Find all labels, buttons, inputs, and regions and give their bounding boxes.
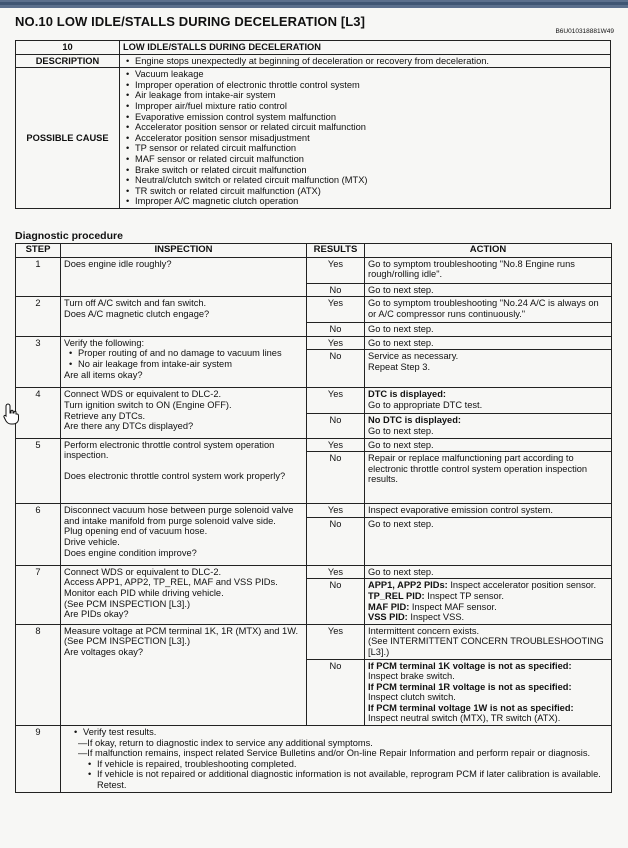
- inspection-line: (See PCM INSPECTION [L3].): [64, 636, 191, 647]
- final-step-bullet: • If vehicle is not repaired or additional diagnostic information is not available, reprogram PCM if later calibration is available. Retest.: [97, 769, 608, 790]
- inspection-line: Drive vehicle.: [64, 536, 120, 547]
- result-yes: Yes: [307, 565, 365, 579]
- inspection-cell: [61, 438, 307, 504]
- inspection-cell: [61, 565, 307, 624]
- inspection-line: Perform electronic throttle control system operation inspection.: [64, 439, 275, 461]
- step-number: 4: [16, 388, 61, 438]
- result-no: No: [307, 414, 365, 438]
- action-cell: Go to next step.: [365, 517, 612, 565]
- final-step-bullet: • If vehicle is repaired, troubleshooting completed.: [97, 759, 608, 770]
- action-line: Service as necessary.: [368, 351, 459, 362]
- top-banner: [0, 0, 628, 8]
- column-header: INSPECTION: [61, 244, 307, 258]
- action-line: Inspect neutral switch (MTX), TR switch (ATX).: [368, 713, 561, 724]
- final-step-cell: [61, 726, 612, 793]
- action-line: Go to next step.: [368, 425, 434, 436]
- action-cell: Repair or replace malfunctioning part according to electronic throttle control system operation inspection results.: [365, 452, 612, 504]
- pid-action: Inspect MAF sensor.: [409, 601, 497, 612]
- description-label: DESCRIPTION: [16, 54, 120, 68]
- inspection-line: Does engine condition improve?: [64, 547, 197, 558]
- inspection-cell: [61, 624, 307, 725]
- result-no: No: [307, 517, 365, 565]
- result-no: No: [307, 452, 365, 504]
- cause-item: • TR switch or related circuit malfunction (ATX): [135, 186, 607, 197]
- action-cell: Go to next step.: [365, 336, 612, 350]
- result-yes: Yes: [307, 438, 365, 452]
- action-cell: Go to next step.: [365, 283, 612, 297]
- description-cell: [120, 54, 611, 68]
- symptom-number: 10: [16, 41, 120, 55]
- action-cell: Go to symptom troubleshooting "No.24 A/C is always on or A/C compressor runs continuously.": [365, 297, 612, 323]
- cause-item: • MAF sensor or related circuit malfunction: [135, 154, 607, 165]
- result-no: No: [307, 659, 365, 726]
- inspection-cell: Does engine idle roughly?: [61, 257, 307, 297]
- pid-action: Inspect VSS.: [407, 612, 465, 623]
- cause-item: • TP sensor or related circuit malfunction: [135, 143, 607, 154]
- result-no: No: [307, 323, 365, 337]
- pid-label: VSS PID:: [368, 612, 408, 623]
- result-yes: Yes: [307, 624, 365, 659]
- cause-item: • Brake switch or related circuit malfunction: [135, 165, 607, 176]
- step-number: 3: [16, 336, 61, 388]
- action-cell: Inspect evaporative emission control system.: [365, 504, 612, 518]
- action-line: Go to appropriate DTC test.: [368, 399, 483, 410]
- pid-label: TP_REL PID:: [368, 590, 425, 601]
- result-yes: Yes: [307, 336, 365, 350]
- table-row: [16, 726, 612, 793]
- action-condition: If PCM terminal voltage 1W is not as specified:: [368, 702, 574, 713]
- cause-item: • Improper air/fuel mixture ratio control: [135, 101, 607, 112]
- table-row: [16, 257, 612, 283]
- inspection-line: Turn off A/C switch and fan switch.: [64, 298, 207, 309]
- inspection-line: Are voltages okay?: [64, 646, 144, 657]
- final-step-line: —If malfunction remains, inspect related Service Bulletins and/or On-line Repair Information and perform repair or diagnosis.: [78, 748, 591, 759]
- table-row: [16, 297, 612, 323]
- inspection-line: Access APP1, APP2, TP_REL, MAF and VSS PIDs.: [64, 577, 278, 588]
- inspection-line: Retrieve any DTCs.: [64, 410, 146, 421]
- symptom-heading: LOW IDLE/STALLS DURING DECELERATION: [120, 41, 611, 55]
- pid-label: APP1, APP2 PIDs:: [368, 580, 448, 591]
- final-step-bullet: • Verify test results.: [83, 727, 608, 738]
- action-cell: Go to symptom troubleshooting "No.8 Engine runs rough/rolling idle".: [365, 257, 612, 283]
- action-cell: [365, 414, 612, 438]
- inspection-line: Connect WDS or equivalent to DLC-2.: [64, 566, 222, 577]
- page-title: NO.10 LOW IDLE/STALLS DURING DECELERATION [L3]: [15, 14, 366, 29]
- cause-item: • Vacuum leakage: [135, 69, 607, 80]
- action-line: Intermittent concern exists.: [368, 625, 480, 636]
- inspection-bullet: • Proper routing of and no damage to vacuum lines: [78, 348, 303, 359]
- pid-action: Inspect accelerator position sensor.: [447, 580, 597, 591]
- inspection-line: (See PCM INSPECTION [L3].): [64, 598, 191, 609]
- cause-item: • Neutral/clutch switch or related circuit malfunction (MTX): [135, 175, 607, 186]
- action-cell: [365, 579, 612, 624]
- inspection-line: Connect WDS or equivalent to DLC-2.: [64, 389, 222, 400]
- result-no: No: [307, 350, 365, 388]
- inspection-line: Are all items okay?: [64, 369, 143, 380]
- step-number: 1: [16, 257, 61, 297]
- column-header: RESULTS: [307, 244, 365, 258]
- document-id: B6U010318881W49: [555, 28, 614, 35]
- column-header: STEP: [16, 244, 61, 258]
- inspection-line: Are PIDs okay?: [64, 609, 129, 620]
- pid-action: Inspect TP sensor.: [424, 590, 504, 601]
- diagnostic-procedure-table: [15, 243, 612, 793]
- cause-item: • Improper operation of electronic throttle control system: [135, 80, 607, 91]
- step-number: 9: [16, 726, 61, 793]
- table-row: [16, 388, 612, 414]
- cause-item: • Evaporative emission control system malfunction: [135, 112, 607, 123]
- inspection-bullet: • No air leakage from intake-air system: [78, 359, 303, 370]
- section-title: Diagnostic procedure: [15, 230, 123, 242]
- cause-item: • Air leakage from intake-air system: [135, 90, 607, 101]
- action-cell: Go to next step.: [365, 323, 612, 337]
- inspection-line: Does A/C magnetic clutch engage?: [64, 308, 210, 319]
- cause-item: • Accelerator position sensor misadjustment: [135, 133, 607, 144]
- table-row: [16, 565, 612, 579]
- result-yes: Yes: [307, 388, 365, 414]
- step-number: 7: [16, 565, 61, 624]
- result-yes: Yes: [307, 257, 365, 283]
- inspection-line: Turn ignition switch to ON (Engine OFF).: [64, 399, 232, 410]
- table-row: [16, 624, 612, 659]
- table-row: [16, 504, 612, 518]
- inspection-cell: [61, 388, 307, 438]
- action-condition: If PCM terminal 1K voltage is not as specified:: [368, 660, 572, 671]
- hand-cursor-icon: [3, 403, 19, 425]
- inspection-line: Disconnect vacuum hose between purge solenoid valve and intake manifold from purge solenoid valve side.: [64, 505, 294, 526]
- action-cell: Go to next step.: [365, 438, 612, 452]
- action-line: Inspect brake switch.: [368, 671, 455, 682]
- action-condition: No DTC is displayed:: [368, 415, 461, 426]
- step-number: 6: [16, 504, 61, 566]
- result-no: No: [307, 283, 365, 297]
- inspection-line: Does electronic throttle control system work properly?: [64, 470, 286, 481]
- cause-item: • Accelerator position sensor or related circuit malfunction: [135, 122, 607, 133]
- action-condition: If PCM terminal 1R voltage is not as specified:: [368, 681, 572, 692]
- inspection-line: Are there any DTCs displayed?: [64, 421, 194, 432]
- step-number: 8: [16, 624, 61, 725]
- action-line: Inspect clutch switch.: [368, 692, 456, 703]
- result-no: No: [307, 579, 365, 624]
- step-number: 5: [16, 438, 61, 504]
- action-cell: [365, 659, 612, 726]
- possible-cause-cell: [120, 68, 611, 209]
- table-row: [16, 336, 612, 350]
- action-cell: [365, 350, 612, 388]
- possible-cause-label: POSSIBLE CAUSE: [16, 68, 120, 209]
- table-header-row: [16, 244, 612, 258]
- action-cell: [365, 624, 612, 659]
- symptom-summary-table: [15, 40, 611, 209]
- inspection-line: Measure voltage at PCM terminal 1K, 1R (MTX) and 1W.: [64, 625, 299, 636]
- action-line: (See INTERMITTENT CONCERN TROUBLESHOOTING [L3].): [368, 636, 604, 657]
- column-header: ACTION: [365, 244, 612, 258]
- result-yes: Yes: [307, 504, 365, 518]
- table-row: [16, 438, 612, 452]
- inspection-cell: [61, 504, 307, 566]
- action-condition: DTC is displayed:: [368, 389, 447, 400]
- action-line: Repeat Step 3.: [368, 361, 431, 372]
- step-number: 2: [16, 297, 61, 337]
- final-step-line: —If okay, return to diagnostic index to service any additional symptoms.: [78, 737, 373, 748]
- inspection-line: Verify the following:: [64, 337, 145, 348]
- result-yes: Yes: [307, 297, 365, 323]
- description-text: • Engine stops unexpectedly at beginning of deceleration or recovery from deceleration.: [135, 56, 607, 67]
- inspection-line: Plug opening end of vacuum hose.: [64, 526, 208, 537]
- inspection-line: Monitor each PID while driving vehicle.: [64, 587, 224, 598]
- cause-item: • Improper A/C magnetic clutch operation: [135, 196, 607, 207]
- action-cell: [365, 388, 612, 414]
- pid-label: MAF PID:: [368, 601, 410, 612]
- inspection-cell: [61, 297, 307, 337]
- inspection-cell: [61, 336, 307, 388]
- action-cell: Go to next step.: [365, 565, 612, 579]
